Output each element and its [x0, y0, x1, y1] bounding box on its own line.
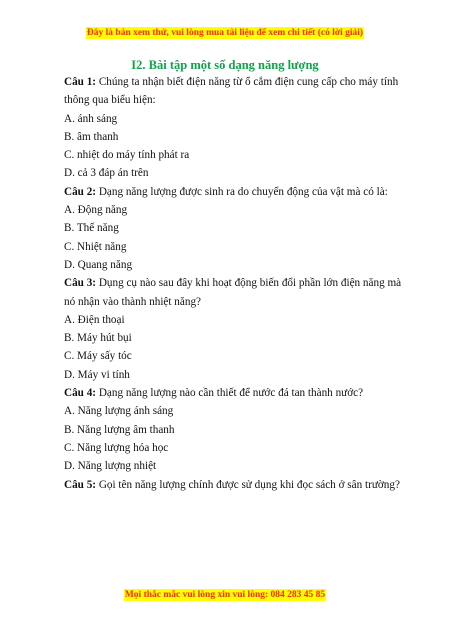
questions-content [64, 73, 404, 494]
question-3-option-d: D. Máy vi tính [64, 368, 130, 381]
question-3-option-b: B. Máy hút bụi [64, 332, 132, 345]
question-4-option-a: A. Năng lượng ánh sáng [64, 405, 174, 418]
question-3 [64, 274, 404, 292]
question-2-option-b: B. Thế năng [64, 222, 119, 235]
question-1-text: Chúng ta nhận biết điện năng từ ổ cắm điện cung cấp cho máy tính [96, 76, 399, 88]
question-1-label: Câu 1: [64, 76, 97, 88]
question-2 [64, 183, 404, 201]
question-2-option-a: A. Động năng [64, 204, 128, 217]
question-1-option-c: C. nhiệt do máy tính phát ra [64, 149, 190, 162]
question-4-option-c: C. Năng lượng hóa học [64, 441, 169, 454]
question-3-text-cont: nó nhận vào thành nhiệt năng? [64, 295, 202, 308]
question-3-option-a: A. Điện thoại [64, 313, 125, 326]
question-5 [64, 476, 404, 494]
question-4-option-b: B. Năng lượng âm thanh [64, 423, 175, 436]
question-4-label: Câu 4: [64, 387, 97, 400]
question-3-option-c: C. Máy sấy tóc [64, 350, 132, 363]
question-1-option-b: B. âm thanh [64, 130, 119, 143]
question-2-label: Câu 2: [64, 185, 97, 198]
question-1-option-d: D. cả 3 đáp án trên [64, 167, 149, 180]
preview-banner: Đây là bản xem thử, vui lòng mua tài liệu để xem chi tiết (có lời giải) [86, 28, 364, 38]
question-5-text: Gọi tên năng lượng chính được sử dụng khi đọc sách ở sân trường? [96, 478, 400, 491]
section-title: I2. Bài tập một số dạng năng lượng [131, 58, 319, 72]
question-2-option-d: D. Quang năng [64, 258, 133, 271]
question-4-option-d: D. Năng lượng nhiệt [64, 460, 157, 473]
question-2-text: Dạng năng lượng được sinh ra do chuyển động của vật mà có là: [96, 185, 388, 198]
question-4 [64, 384, 404, 402]
question-4-text: Dạng năng lượng nào cần thiết để nước đá tan thành nước? [96, 387, 364, 400]
question-3-text: Dụng cụ nào sau đây khi hoạt động biến đổi phần lớn điện năng mà [96, 277, 402, 290]
question-3-label: Câu 3: [64, 277, 97, 290]
question-2-option-c: C. Nhiệt năng [64, 240, 127, 253]
question-1 [64, 73, 404, 91]
question-1-option-a: A. ánh sáng [64, 112, 118, 125]
question-5-label: Câu 5: [64, 478, 97, 491]
question-1-text-cont: thông qua biểu hiện: [64, 94, 156, 107]
contact-footer: Mọi thắc mắc vui lòng xin vui lòng: 084 283 45 85 [124, 590, 326, 600]
